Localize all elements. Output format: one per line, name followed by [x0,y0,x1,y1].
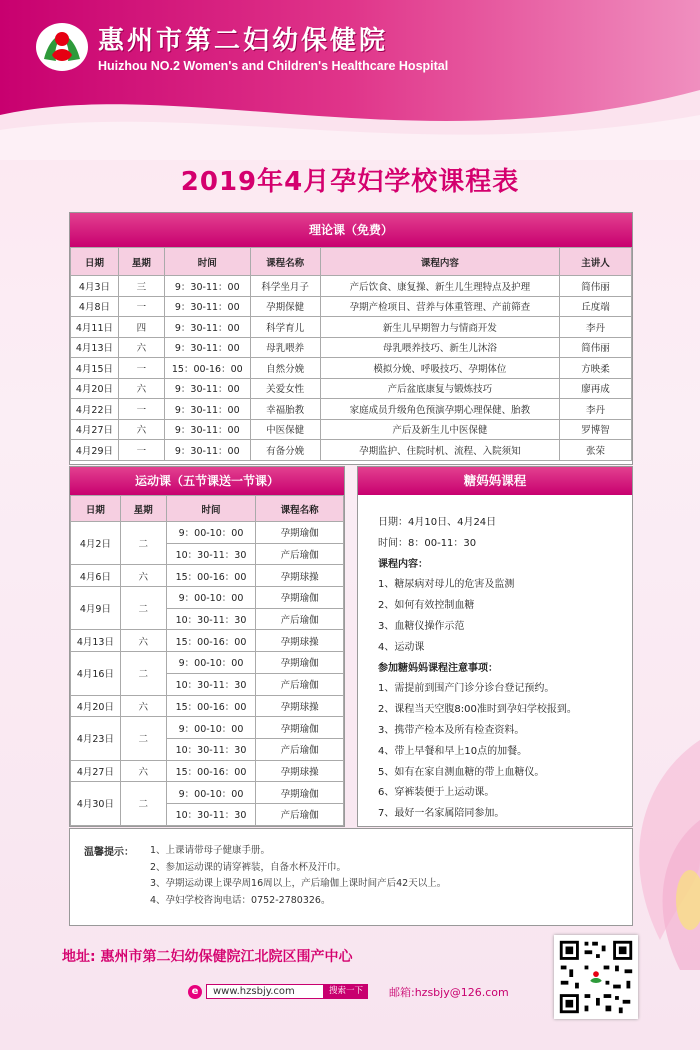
cell-date: 4月15日 [71,358,119,379]
footer-email[interactable]: 邮箱:hzsbjy@126.com [389,986,509,999]
theory-course-table [70,247,632,461]
cell-lecturer: 罗博智 [560,419,632,440]
sugar-content-item: 3、血糖仪操作示范 [378,620,465,632]
tips-label: 温馨提示： [84,847,134,858]
table-row [71,565,344,587]
col-header-time: 时间 [164,248,250,276]
table-row [71,717,344,739]
cell-weekday: 六 [120,695,166,717]
cell-time: 9：30-11：00 [164,317,250,338]
tip-item: 4、孕妇学校咨询电话：0752-2780326。 [150,894,331,906]
hospital-header [34,20,448,73]
hospital-name-cn: 惠州市第二妇幼保健院 [98,26,389,56]
theory-course-title: 理论课（免费） [70,213,632,247]
table-row [71,317,632,338]
cell-course-name: 产后瑜伽 [256,738,344,760]
cell-date: 4月13日 [71,630,121,652]
sugar-notice-item: 4、带上早餐和早上10点的加餐。 [378,745,528,757]
cell-course-name: 中医保健 [250,419,320,440]
sport-course-table [70,495,344,826]
table-row [71,652,344,674]
cell-time: 9：30-11：00 [164,337,250,358]
col-header-course-name: 课程名称 [256,496,344,522]
theory-header-row [71,248,632,276]
sport-course-panel [69,466,345,827]
table-row [71,522,344,544]
cell-date: 4月16日 [71,652,121,695]
sugar-content-item: 2、如何有效控制血糖 [378,600,475,612]
cell-time: 9：00-10：00 [166,717,256,739]
cell-course-name: 母乳喂养 [250,337,320,358]
sport-header-row [71,496,344,522]
sugar-notice-item: 5、如有在家自测血糖的带上血糖仪。 [378,766,545,778]
tip-item: 1、上课请带母子健康手册。 [150,845,271,856]
cell-weekday: 四 [118,317,164,338]
cell-course-name: 孕期球操 [256,565,344,587]
cell-lecturer: 张荣 [560,440,632,461]
tip-item: 3、孕期运动课上课孕周16周以上，产后瑜伽上课时间产后42天以上。 [150,878,447,889]
cell-weekday: 二 [120,652,166,695]
table-row [71,399,632,420]
cell-time: 9：00-10：00 [166,782,256,804]
sugar-mom-title: 糖妈妈课程 [358,467,632,495]
table-row [71,358,632,379]
sugar-notice-item: 2、课程当天空腹8:00准时到孕妇学校报到。 [378,704,577,716]
sugar-date-line: 日期：4月10日、4月24日 [378,517,497,528]
cell-date: 4月23日 [71,717,121,760]
website-url[interactable]: www.hzsbjy.com [206,984,324,999]
cell-course-name: 产后瑜伽 [256,673,344,695]
cell-course-name: 科学坐月子 [250,276,320,297]
cell-course-content: 模拟分娩、呼吸技巧、孕期体位 [320,358,560,379]
cell-course-name: 孕期瑜伽 [256,717,344,739]
cell-weekday: 一 [118,440,164,461]
col-header-time: 时间 [166,496,256,522]
cell-date: 4月20日 [71,695,121,717]
cell-date: 4月6日 [71,565,121,587]
cell-weekday: 一 [118,296,164,317]
cell-time: 10：30-11：30 [166,803,256,825]
table-row [71,587,344,609]
cell-time: 9：30-11：00 [164,378,250,399]
cell-weekday: 六 [118,378,164,399]
website-row [188,984,368,999]
cell-course-name: 产后瑜伽 [256,608,344,630]
col-header-date: 日期 [71,496,121,522]
cell-course-content: 新生儿早期智力与情商开发 [320,317,560,338]
cell-course-content: 产后及新生儿中医保健 [320,419,560,440]
cell-time: 10：30-11：30 [166,738,256,760]
sugar-content-item: 4、运动课 [378,641,425,653]
sugar-content-title: 课程内容： [378,558,428,570]
header-wave-decoration [0,70,700,160]
tips-panel [69,828,633,926]
cell-date: 4月2日 [71,522,121,565]
col-header-weekday: 星期 [120,496,166,522]
sugar-notice-item: 3、携带产检本及所有检查资料。 [378,724,525,736]
cell-weekday: 二 [120,522,166,565]
cell-course-name: 孕期瑜伽 [256,522,344,544]
page-title: 2019年4月孕妇学校课程表 [180,167,520,197]
cell-course-content: 孕期监护、住院时机、流程、入院须知 [320,440,560,461]
cell-course-name: 孕期瑜伽 [256,587,344,609]
cell-lecturer: 方映柔 [560,358,632,379]
cell-time: 9：30-11：00 [164,296,250,317]
table-row [71,276,632,297]
cell-time: 10：30-11：30 [166,608,256,630]
cell-date: 4月13日 [71,337,119,358]
table-row [71,378,632,399]
cell-date: 4月27日 [71,419,119,440]
cell-date: 4月29日 [71,440,119,461]
cell-lecturer: 简伟丽 [560,337,632,358]
cell-course-name: 自然分娩 [250,358,320,379]
cell-course-name: 孕期瑜伽 [256,652,344,674]
cell-course-name: 产后瑜伽 [256,543,344,565]
cell-weekday: 一 [118,399,164,420]
cell-time: 10：30-11：30 [166,673,256,695]
cell-date: 4月20日 [71,378,119,399]
cell-time: 9：00-10：00 [166,587,256,609]
hospital-logo-icon [34,21,90,73]
col-header-course-content: 课程内容 [320,248,560,276]
col-header-weekday: 星期 [118,248,164,276]
search-button[interactable]: 搜索一下 [324,984,368,999]
cell-lecturer: 李丹 [560,399,632,420]
cell-course-name: 孕期球操 [256,760,344,782]
theory-course-panel [69,212,633,465]
cell-course-name: 科学育儿 [250,317,320,338]
cell-date: 4月11日 [71,317,119,338]
cell-time: 9：30-11：00 [164,419,250,440]
cell-date: 4月8日 [71,296,119,317]
cell-course-name: 孕期保健 [250,296,320,317]
cell-course-content: 产后饮食、康复操、新生儿生理特点及护理 [320,276,560,297]
cell-course-name: 关爱女性 [250,378,320,399]
sugar-notice-item: 6、穿裤装便于上运动课。 [378,787,495,799]
cell-lecturer: 简伟丽 [560,276,632,297]
cell-course-name: 孕期瑜伽 [256,782,344,804]
cell-course-name: 有备分娩 [250,440,320,461]
cell-course-content: 孕期产检项目、营养与体重管理、产前筛查 [320,296,560,317]
cell-date: 4月22日 [71,399,119,420]
cell-weekday: 二 [120,717,166,760]
col-header-date: 日期 [71,248,119,276]
table-row [71,337,632,358]
footer-address: 地址: 惠州市第二妇幼保健院江北院区围产中心 [62,949,353,965]
cell-weekday: 一 [118,358,164,379]
table-row [71,296,632,317]
cell-date: 4月3日 [71,276,119,297]
sugar-notice-item: 1、需提前到围产门诊分诊台登记预约。 [378,683,555,695]
cell-time: 15：00-16：00 [164,358,250,379]
cell-weekday: 二 [120,587,166,630]
cell-date: 4月30日 [71,782,121,825]
cell-time: 9：30-11：00 [164,399,250,420]
cell-time: 9：00-10：00 [166,522,256,544]
col-header-course-name: 课程名称 [250,248,320,276]
cell-course-content: 家庭成员升级角色预演孕期心理保健、胎教 [320,399,560,420]
col-header-lecturer: 主讲人 [560,248,632,276]
cell-course-content: 产后盆底康复与锻炼技巧 [320,378,560,399]
cell-time: 15：00-16：00 [166,565,256,587]
cell-weekday: 六 [120,565,166,587]
cell-weekday: 六 [120,760,166,782]
cell-lecturer: 廖再成 [560,378,632,399]
cell-time: 10：30-11：30 [166,543,256,565]
sugar-notice-title: 参加糖妈妈课程注意事项： [378,662,498,674]
hospital-name-en: Huizhou NO.2 Women's and Children's Healthcare Hospital [98,59,449,73]
cell-time: 9：30-11：00 [164,440,250,461]
cell-lecturer: 李丹 [560,317,632,338]
table-row [71,760,344,782]
cell-course-name: 孕期球操 [256,630,344,652]
cell-lecturer: 丘度端 [560,296,632,317]
cell-weekday: 六 [118,419,164,440]
cell-time: 15：00-16：00 [166,760,256,782]
tip-item: 2、参加运动课的请穿裤装，自备水杯及汗巾。 [150,861,347,873]
table-row [71,695,344,717]
cell-weekday: 六 [120,630,166,652]
cell-date: 4月27日 [71,760,121,782]
sugar-notice-item: 7、最好一名家属陪同参加。 [378,808,505,820]
cell-weekday: 三 [118,276,164,297]
cell-course-name: 孕期球操 [256,695,344,717]
sugar-time-line: 时间：8：00-11：30 [378,537,477,549]
table-row [71,782,344,804]
browser-e-icon: e [188,985,202,999]
cell-date: 4月9日 [71,587,121,630]
table-row [71,419,632,440]
sport-course-title: 运动课（五节课送一节课） [70,467,344,495]
cell-weekday: 六 [118,337,164,358]
cell-course-content: 母乳喂养技巧、新生儿沐浴 [320,337,560,358]
cell-time: 9：00-10：00 [166,652,256,674]
cell-time: 15：00-16：00 [166,630,256,652]
qr-code-icon [554,935,638,1019]
table-row [71,440,632,461]
cell-weekday: 二 [120,782,166,825]
cell-time: 15：00-16：00 [166,695,256,717]
sugar-content-item: 1、糖尿病对母儿的危害及监测 [378,579,515,591]
cell-time: 9：30-11：00 [164,276,250,297]
cell-course-name: 产后瑜伽 [256,803,344,825]
cell-course-name: 幸福胎教 [250,399,320,420]
table-row [71,630,344,652]
tips-list [150,843,446,909]
